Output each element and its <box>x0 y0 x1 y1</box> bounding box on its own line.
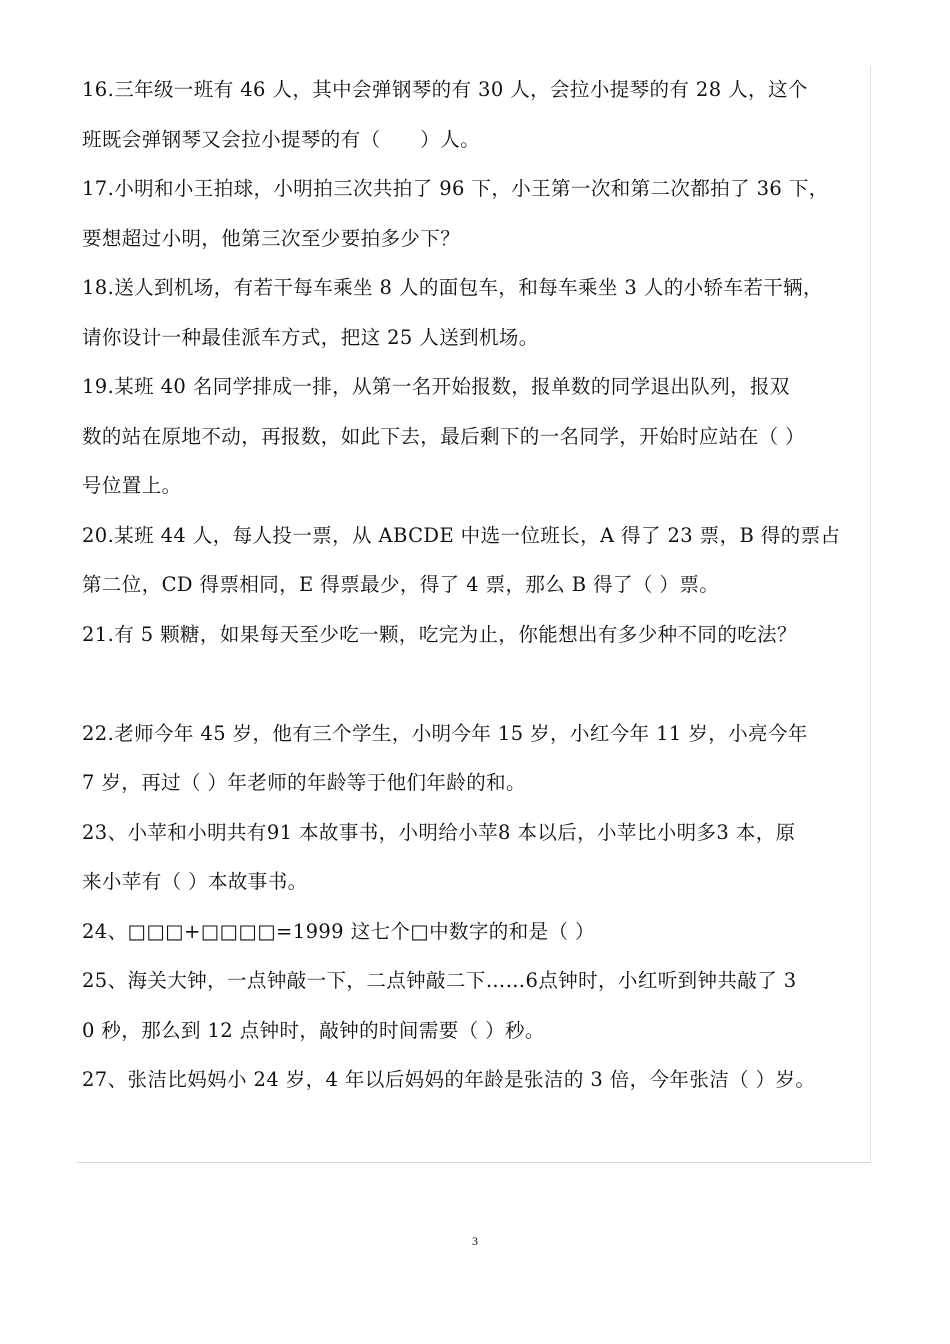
problem-23-line-2: 来小苹有（ ）本故事书。 <box>82 870 308 893</box>
problem-16-line-1: 16.三年级一班有 46 人，其中会弹钢琴的有 30 人，会拉小提琴的有 28 人，这个 <box>82 78 808 101</box>
problem-19-line-1: 19.某班 40 名同学排成一排，从第一名开始报数，报单数的同学退出队列，报双 <box>82 375 790 398</box>
page-number: 3 <box>472 1234 478 1248</box>
answer-space <box>82 666 872 716</box>
problem-21-line-1: 21.有 5 颗糖，如果每天至少吃一颗，吃完为止，你能想出有多少种不同的吃法？ <box>82 622 797 646</box>
problem-16-line-2: 班既会弹钢琴又会拉小提琴的有（ ）人。 <box>82 127 481 151</box>
problem-19-line-3: 号位置上。 <box>82 474 182 497</box>
problem-17-line-1: 17.小明和小王拍球，小明拍三次共拍了 96 下，小王第一次和第二次都拍了 36 下， <box>82 177 829 200</box>
problem-27-line-1: 27、张洁比妈妈小 24 岁，4 年以后妈妈的年龄是张洁的 3 倍，今年张洁（ ）岁。 <box>82 1068 816 1091</box>
problem-19-line-2: 数的站在原地不动，再报数，如此下去，最后剩下的一名同学，开始时应站在（ ） <box>82 424 805 448</box>
problem-22-line-1: 22.老师今年 45 岁，他有三个学生，小明今年 15 岁，小红今年 11 岁，小亮今年 <box>82 721 808 745</box>
problem-22-line-2: 7 岁，再过（ ）年老师的年龄等于他们年龄的和。 <box>82 771 526 794</box>
problem-18-line-1: 18.送人到机场，有若干每车乘坐 8 人的面包车，和每车乘坐 3 人的小轿车若干辆， <box>82 276 823 299</box>
problem-25-line-2: 0 秒，那么到 12 点钟时，敲钟的时间需要（ ）秒。 <box>82 1018 545 1042</box>
problem-20-line-1: 20.某班 44 人，每人投一票，从 ABCDE 中选一位班长，A 得了 23 票，B 得的票占 <box>82 523 841 547</box>
problem-23-line-1: 23、小苹和小明共有91 本故事书，小明给小苹8 本以后，小苹比小明多3 本，原 <box>82 820 796 844</box>
problem-20-line-2: 第二位，CD 得票相同，E 得票最少，得了 4 票，那么 B 得了（ ）票。 <box>82 573 720 596</box>
problem-24-line-1: 24、□□□+□□□□=1999 这七个□中数字的和是（ ） <box>82 919 595 943</box>
problem-25-line-1: 25、海关大钟，一点钟敲一下，二点钟敲二下……6点钟时，小红听到钟共敲了 3 <box>82 969 797 992</box>
problem-list <box>82 72 872 1112</box>
problem-18-line-2: 请你设计一种最佳派车方式，把这 25 人送到机场。 <box>82 325 539 349</box>
problem-17-line-2: 要想超过小明，他第三次至少要拍多少下？ <box>82 226 461 250</box>
